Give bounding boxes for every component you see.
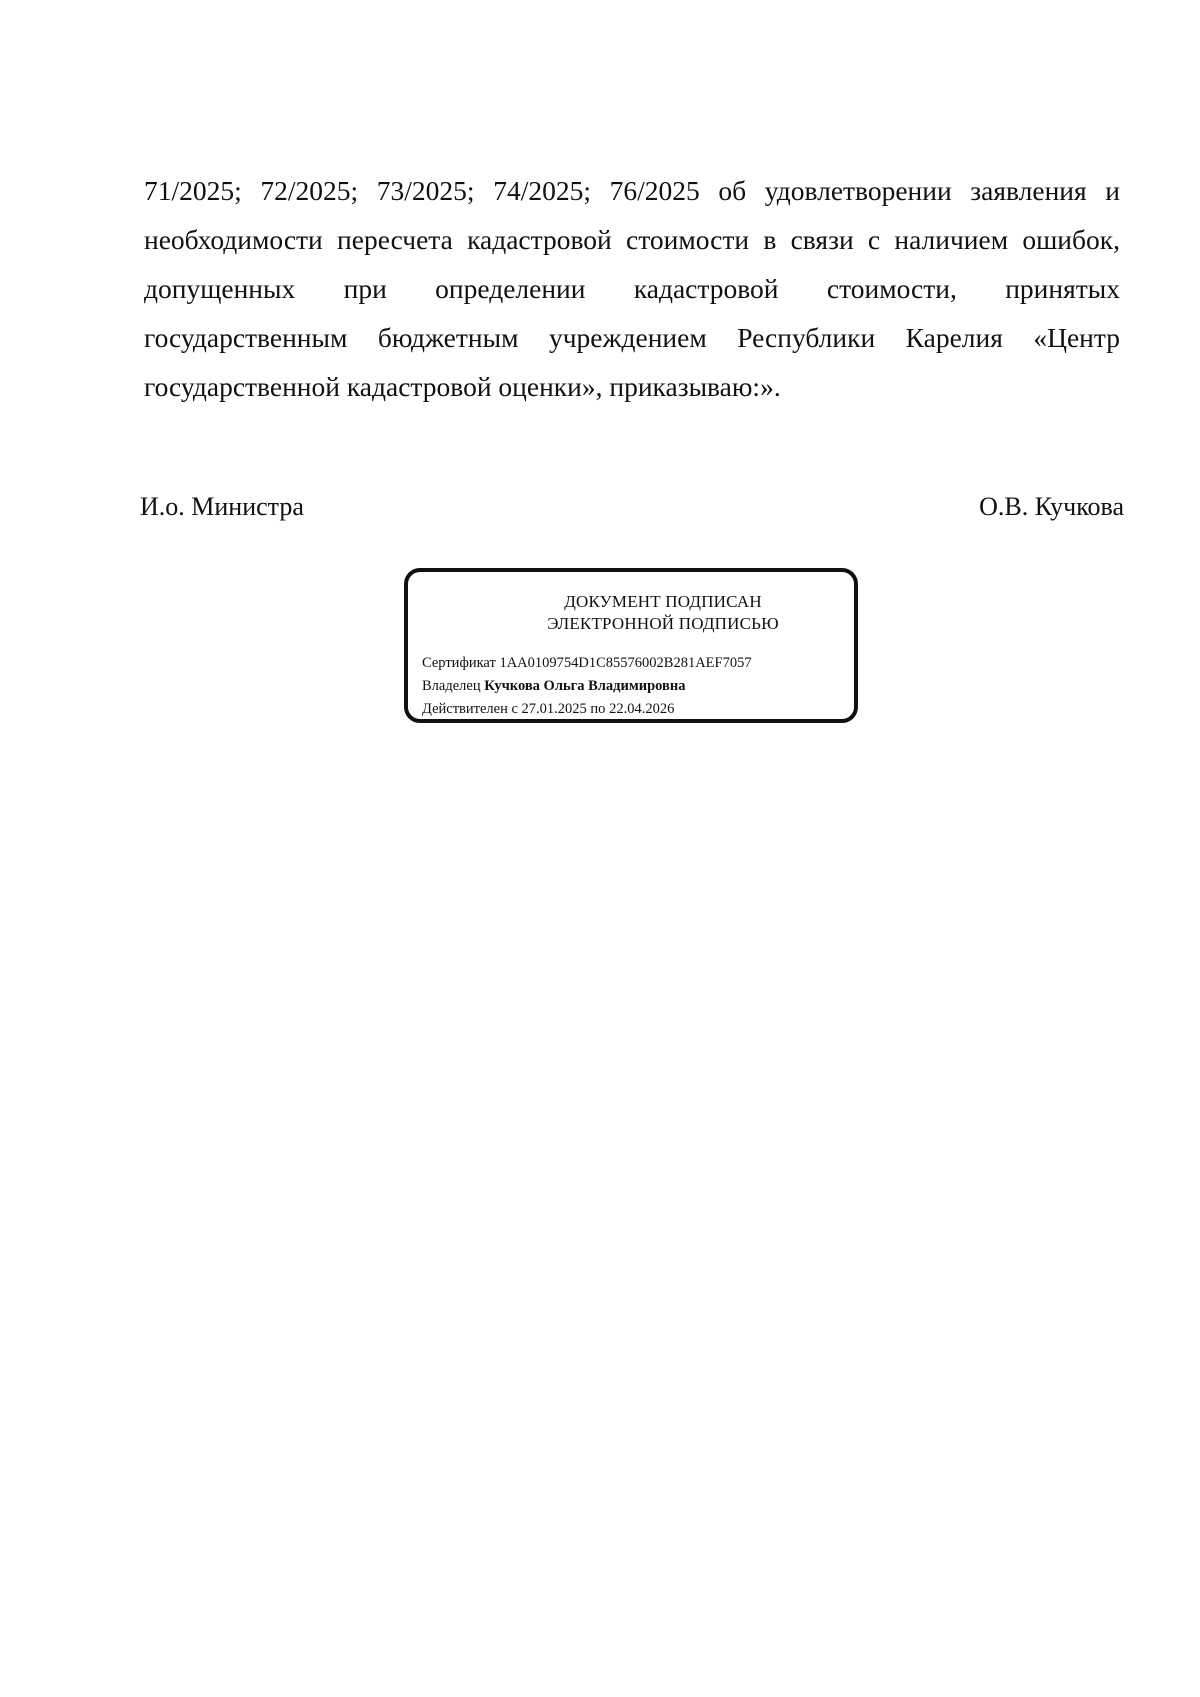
electronic-signature-stamp — [404, 568, 858, 723]
stamp-heading-line-1: ДОКУМЕНТ ПОДПИСАН — [564, 592, 762, 611]
valid-label: Действителен — [422, 701, 508, 717]
signatory-position: И.о. Министра — [140, 492, 304, 521]
stamp-heading — [408, 591, 854, 635]
valid-from-date: 27.01.2025 — [521, 701, 587, 717]
signatory-name: О.В. Кучкова — [979, 492, 1124, 521]
owner-label: Владелец — [422, 678, 481, 694]
body-paragraph: 71/2025; 72/2025; 73/2025; 74/2025; 76/2025 об удовлетворении заявления и необходимости пересчета кадастровой стоимости в связи с наличием ошибок, допущенных при определении кадастровой стоимости, принятых государственным бюджетным учреждением Республики Карелия «Центр государственной кадастровой оценки», приказываю:». — [144, 175, 1120, 402]
owner-row — [422, 675, 852, 698]
valid-to-date: 22.04.2026 — [609, 701, 675, 717]
valid-from-prefix: с — [511, 701, 518, 717]
certificate-label: Сертификат — [422, 655, 496, 671]
valid-to-prefix: по — [590, 701, 606, 717]
stamp-details — [422, 652, 852, 721]
owner-name: Кучкова Ольга Владимировна — [484, 678, 686, 694]
validity-row — [422, 698, 852, 721]
certificate-number: 1AA0109754D1C85576002B281AEF7057 — [499, 655, 752, 671]
stamp-heading-line-2: ЭЛЕКТРОННОЙ ПОДПИСЬЮ — [547, 614, 779, 633]
signature-line — [140, 490, 1124, 524]
certificate-row — [422, 652, 852, 675]
